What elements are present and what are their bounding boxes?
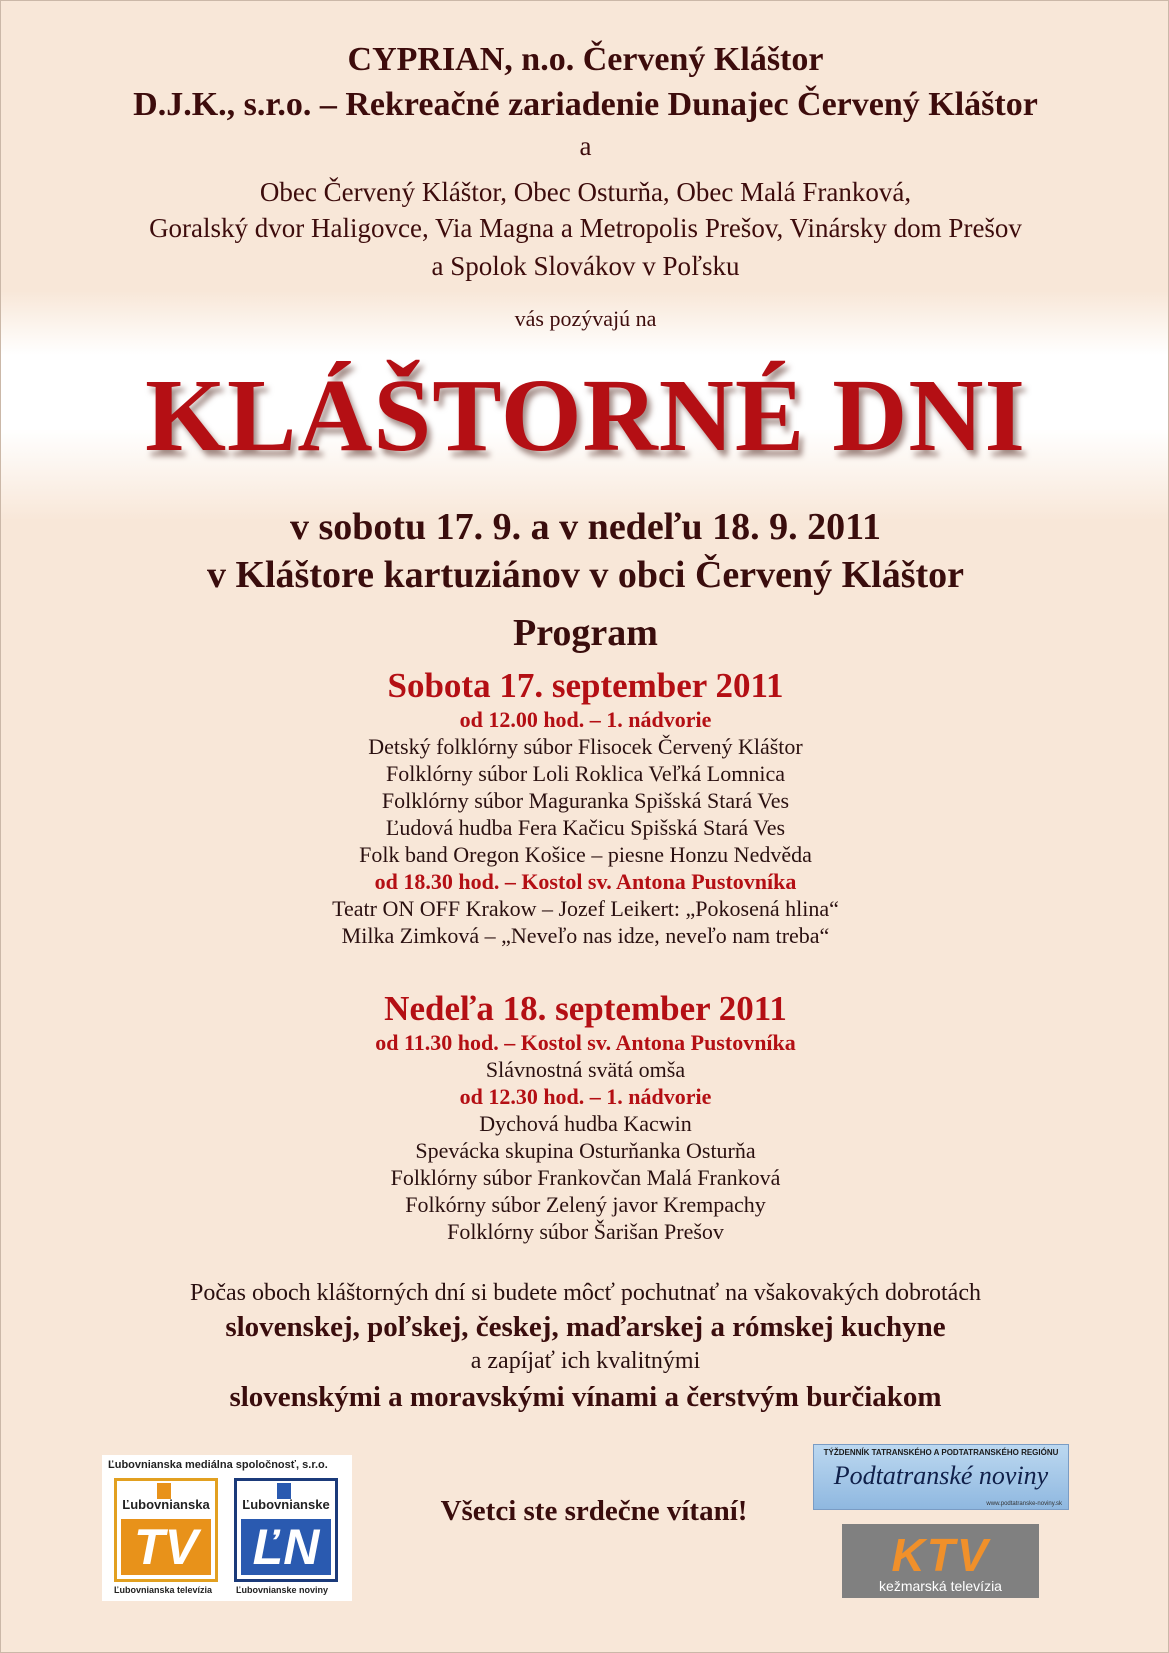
- sunday-time-2: od 12.30 hod. – 1. nádvorie: [459, 1084, 712, 1109]
- lubovnianska-media-logo: [102, 1455, 352, 1601]
- program-item: Teatr ON OFF Krakow – Jozef Leikert: „Pokosená hlina“: [332, 896, 839, 921]
- lubovnianske-noviny-logo: [234, 1478, 338, 1582]
- food-line-1: Počas oboch kláštorných dní si budete môcť pochutnať na všakovakých dobrotách: [190, 1280, 981, 1306]
- ktv-mark: KTV: [891, 1529, 990, 1581]
- program-item: Slávnostná svätá omša: [485, 1057, 686, 1082]
- tv-logo-name: Ľubovnianska: [122, 1497, 210, 1512]
- welcome-text: Všetci ste srdečne vítaní!: [440, 1495, 748, 1527]
- saturday-time-2: od 18.30 hod. – Kostol sv. Antona Pustovníka: [374, 869, 797, 894]
- program-item: Folkórny súbor Zelený javor Krempachy: [405, 1192, 766, 1217]
- pn-name: Podtatranské noviny: [833, 1461, 1049, 1490]
- saturday-time-1: od 12.00 hod. – 1. nádvorie: [459, 707, 712, 732]
- sunday-section: [1, 989, 1169, 1245]
- program-item: Detský folklórny súbor Flisocek Červený Kláštor: [368, 734, 803, 759]
- ln-logo-name: Ľubovnianske: [242, 1497, 330, 1512]
- podtatranske-noviny-logo: [813, 1444, 1069, 1510]
- program-item: Dychová hudba Kacwin: [479, 1111, 692, 1136]
- program-item: Milka Zimková – „Neveľo nas idze, neveľo nam treba“: [341, 923, 830, 948]
- program-item: Spevácka skupina Osturňanka Osturňa: [415, 1138, 756, 1163]
- ktv-sub: kežmarská televízia: [879, 1578, 1002, 1594]
- sunday-day-heading: Nedeľa 18. september 2011: [384, 989, 787, 1028]
- ln-logo-sub: Ľubovnianske noviny: [236, 1585, 329, 1595]
- event-dates: v sobotu 17. 9. a v nedeľu 18. 9. 2011: [289, 506, 882, 548]
- saturday-section: [1, 666, 1169, 949]
- saturday-day-heading: Sobota 17. september 2011: [387, 666, 784, 705]
- ln-logo-mark: ĽN: [241, 1519, 331, 1575]
- food-line-2: slovenskej, poľskej, českej, maďarskej a rómskej kuchyne: [225, 1311, 946, 1343]
- tv-logo-mark: TV: [121, 1519, 211, 1575]
- partners-line-1: Obec Červený Kláštor, Obec Osturňa, Obec Malá Franková,: [259, 177, 912, 207]
- lms-header: Ľubovnianska mediálna spoločnosť, s.r.o.: [108, 1459, 328, 1471]
- pn-tagline: TÝŽDENNÍK TATRANSKÉHO A PODTATRANSKÉHO REGIÓNU: [823, 1448, 1059, 1457]
- sunday-time-1: od 11.30 hod. – Kostol sv. Antona Pustovníka: [375, 1030, 796, 1055]
- program-item: Folklórny súbor Maguranka Spišská Stará Ves: [381, 788, 790, 813]
- food-line-4: slovenskými a moravskými vínami a čerstvým burčiakom: [229, 1381, 942, 1413]
- organizer-2: D.J.K., s.r.o. – Rekreačné zariadenie Dunajec Červený Kláštor: [133, 86, 1038, 123]
- food-section: [1, 1277, 1169, 1415]
- program-item: Folk band Oregon Košice – piesne Honzu Nedvěda: [359, 842, 812, 867]
- tv-logo-sub: Ľubovnianska televízia: [114, 1585, 213, 1595]
- partners-line-2: Goralský dvor Haligovce, Via Magna a Metropolis Prešov, Vinársky dom Prešov: [149, 213, 1022, 243]
- program-item: Folklórny súbor Šarišan Prešov: [447, 1219, 724, 1244]
- program-item: Folklórny súbor Frankovčan Malá Franková: [390, 1165, 781, 1190]
- conjunction: a: [579, 131, 592, 161]
- food-line-3: a zapíjať ich kvalitnými: [470, 1348, 701, 1374]
- event-title: KLÁŠTORNÉ DNI: [145, 358, 1026, 473]
- program-item: Folklórny súbor Loli Roklica Veľká Lomnica: [386, 761, 785, 786]
- program-item: Ľudová hudba Fera Kačicu Spišská Stará Ves: [385, 815, 786, 840]
- invite-text: vás pozývajú na: [514, 306, 657, 331]
- lubovnianska-tv-logo: [114, 1478, 218, 1582]
- organizer-1: CYPRIAN, n.o. Červený Kláštor: [347, 41, 824, 78]
- kezmarska-tv-logo: [842, 1524, 1039, 1598]
- program-heading: Program: [513, 612, 658, 654]
- event-venue: v Kláštore kartuziánov v obci Červený Kláštor: [206, 554, 965, 596]
- partners-line-3: a Spolok Slovákov v Poľsku: [431, 251, 740, 281]
- pn-url: www.podtatranske-noviny.sk: [986, 1501, 1062, 1507]
